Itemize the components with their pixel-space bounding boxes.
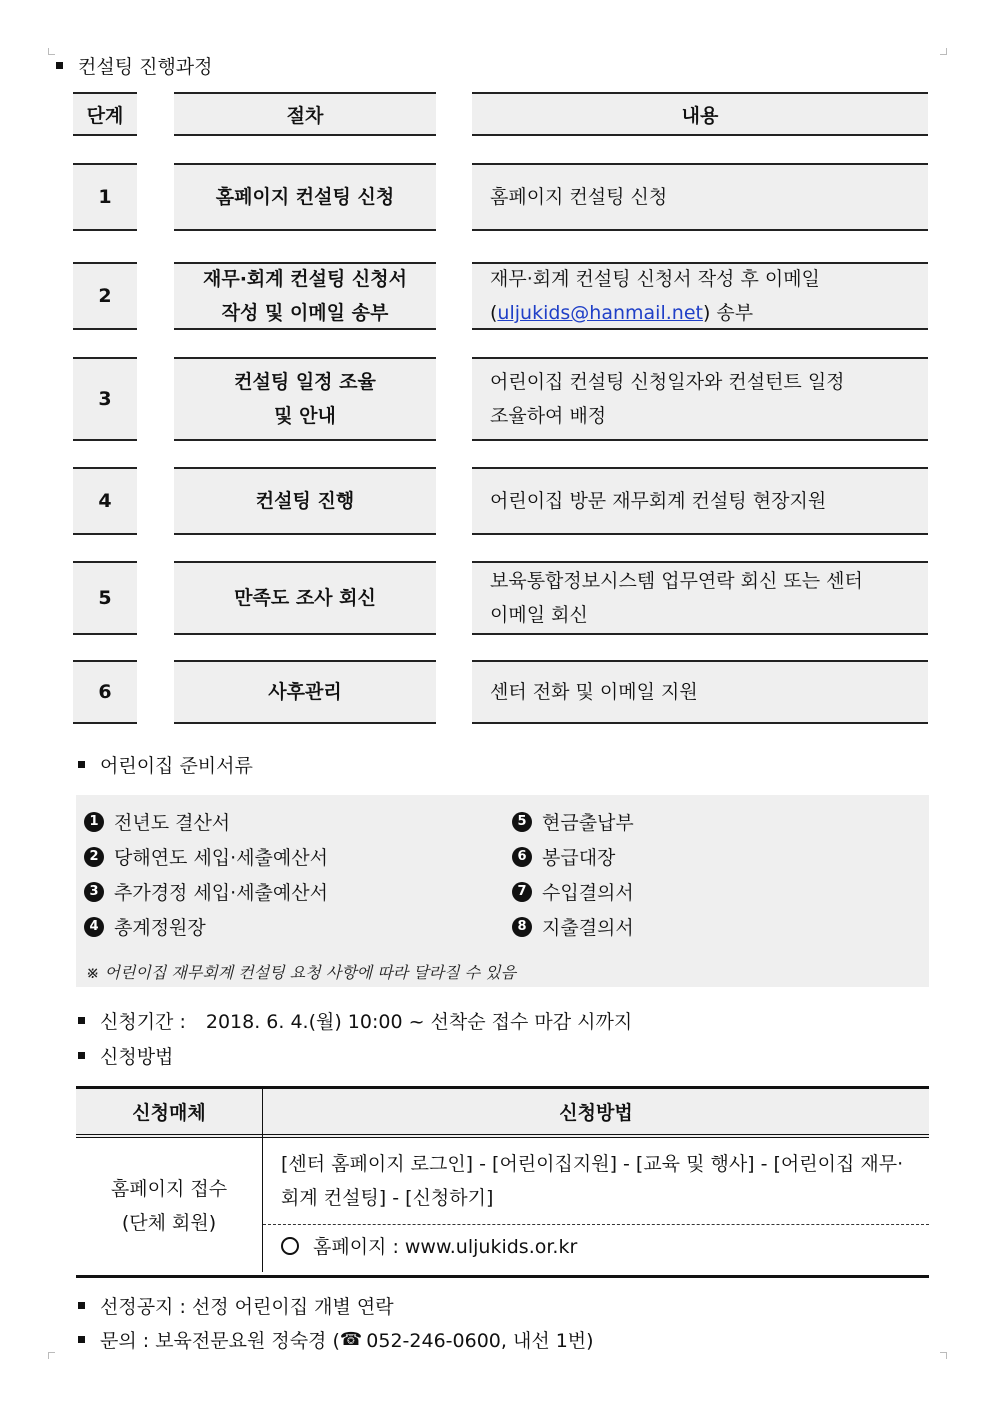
homepage-url: 홈페이지 : www.uljukids.or.kr bbox=[281, 1232, 577, 1259]
number-badge: 4 bbox=[84, 917, 104, 937]
page-corner-mark bbox=[48, 1352, 55, 1359]
table-divider bbox=[262, 1089, 263, 1272]
procedure-cell: 만족도 조사 회신 bbox=[174, 561, 436, 635]
document-item: 1 전년도 결산서 bbox=[84, 808, 230, 835]
circle-bullet-icon bbox=[281, 1237, 299, 1255]
bullet-icon bbox=[78, 1017, 85, 1024]
header-procedure: 절차 bbox=[174, 92, 436, 136]
procedure-cell: 홈페이지 컨설팅 신청 bbox=[174, 163, 436, 231]
document-item: 7 수입결의서 bbox=[512, 878, 634, 905]
step-number: 4 bbox=[73, 467, 137, 535]
application-period: 신청기간 : 2018. 6. 4.(월) 10:00 ~ 선착순 접수 마감 시까지 bbox=[78, 1007, 632, 1033]
step-number: 6 bbox=[73, 660, 137, 724]
bullet-icon bbox=[56, 62, 63, 69]
number-badge: 6 bbox=[512, 847, 532, 867]
media-cell: 홈페이지 접수 (단체 회원) bbox=[110, 1177, 228, 1234]
dotted-divider bbox=[263, 1224, 929, 1225]
document-item: 2 당해연도 세입·세출예산서 bbox=[84, 843, 328, 870]
bullet-icon bbox=[78, 1302, 85, 1309]
content-cell: 재무·회계 컨설팅 신청서 작성 후 이메일 (uljukids@hanmail.net) 송부 bbox=[472, 262, 928, 330]
documents-note: ※ 어린이집 재무회계 컨설팅 요청 사항에 따라 달라질 수 있음 bbox=[86, 963, 517, 982]
page-corner-mark bbox=[48, 48, 55, 55]
content-cell: 센터 전화 및 이메일 지원 bbox=[472, 660, 928, 724]
header-step: 단계 bbox=[73, 92, 137, 136]
document-item: 8 지출결의서 bbox=[512, 913, 634, 940]
number-badge: 5 bbox=[512, 812, 532, 832]
procedure-cell: 사후관리 bbox=[174, 660, 436, 724]
procedure-cell: 재무·회계 컨설팅 신청서 작성 및 이메일 송부 bbox=[174, 262, 436, 330]
step-number: 3 bbox=[73, 357, 137, 441]
bullet-icon bbox=[78, 1052, 85, 1059]
number-badge: 7 bbox=[512, 882, 532, 902]
step-number: 2 bbox=[73, 262, 137, 330]
number-badge: 1 bbox=[84, 812, 104, 832]
inquiry: 문의 : 보육전문요원 정숙경 ( ☎ 052-246-0600, 내선 1번) bbox=[78, 1326, 594, 1352]
procedure-cell: 컨설팅 일정 조율 및 안내 bbox=[174, 357, 436, 441]
section-title-method: 신청방법 bbox=[78, 1042, 173, 1068]
email-link[interactable]: uljukids@hanmail.net bbox=[497, 302, 703, 324]
content-cell: 어린이집 컨설팅 신청일자와 컨설턴트 일정 조율하여 배정 bbox=[472, 357, 928, 441]
document-item: 3 추가경정 세입·세출예산서 bbox=[84, 878, 328, 905]
number-badge: 2 bbox=[84, 847, 104, 867]
procedure-cell: 컨설팅 진행 bbox=[174, 467, 436, 535]
section-title-documents: 어린이집 준비서류 bbox=[78, 751, 253, 777]
content-cell: 어린이집 방문 재무회계 컨설팅 현장지원 bbox=[472, 467, 928, 535]
page-corner-mark bbox=[940, 48, 947, 55]
content-cell: 보육통합정보시스템 업무연락 회신 또는 센터 이메일 회신 bbox=[472, 561, 928, 635]
page-corner-mark bbox=[940, 1352, 947, 1359]
selection-notice: 선정공지 : 선정 어린이집 개별 연락 bbox=[78, 1292, 394, 1318]
number-badge: 3 bbox=[84, 882, 104, 902]
document-item: 4 총계정원장 bbox=[84, 913, 206, 940]
header-method: 신청방법 bbox=[559, 1102, 633, 1124]
phone-icon: ☎ bbox=[339, 1328, 363, 1350]
document-item: 6 봉급대장 bbox=[512, 843, 615, 870]
header-content: 내용 bbox=[472, 92, 928, 136]
bullet-icon bbox=[78, 761, 85, 768]
method-table bbox=[76, 1086, 929, 1278]
step-number: 5 bbox=[73, 561, 137, 635]
content-cell: 홈페이지 컨설팅 신청 bbox=[472, 163, 928, 231]
header-media: 신청매체 bbox=[132, 1102, 206, 1124]
document-item: 5 현금출납부 bbox=[512, 808, 634, 835]
number-badge: 8 bbox=[512, 917, 532, 937]
step-number: 1 bbox=[73, 163, 137, 231]
method-steps: [센터 홈페이지 로그인] - [어린이집지원] - [교육 및 행사] - [어린이집 재무·회계 컨설팅] - [신청하기] bbox=[281, 1153, 904, 1209]
section-title-process: 컨설팅 진행과정 bbox=[56, 52, 213, 78]
bullet-icon bbox=[78, 1336, 85, 1343]
